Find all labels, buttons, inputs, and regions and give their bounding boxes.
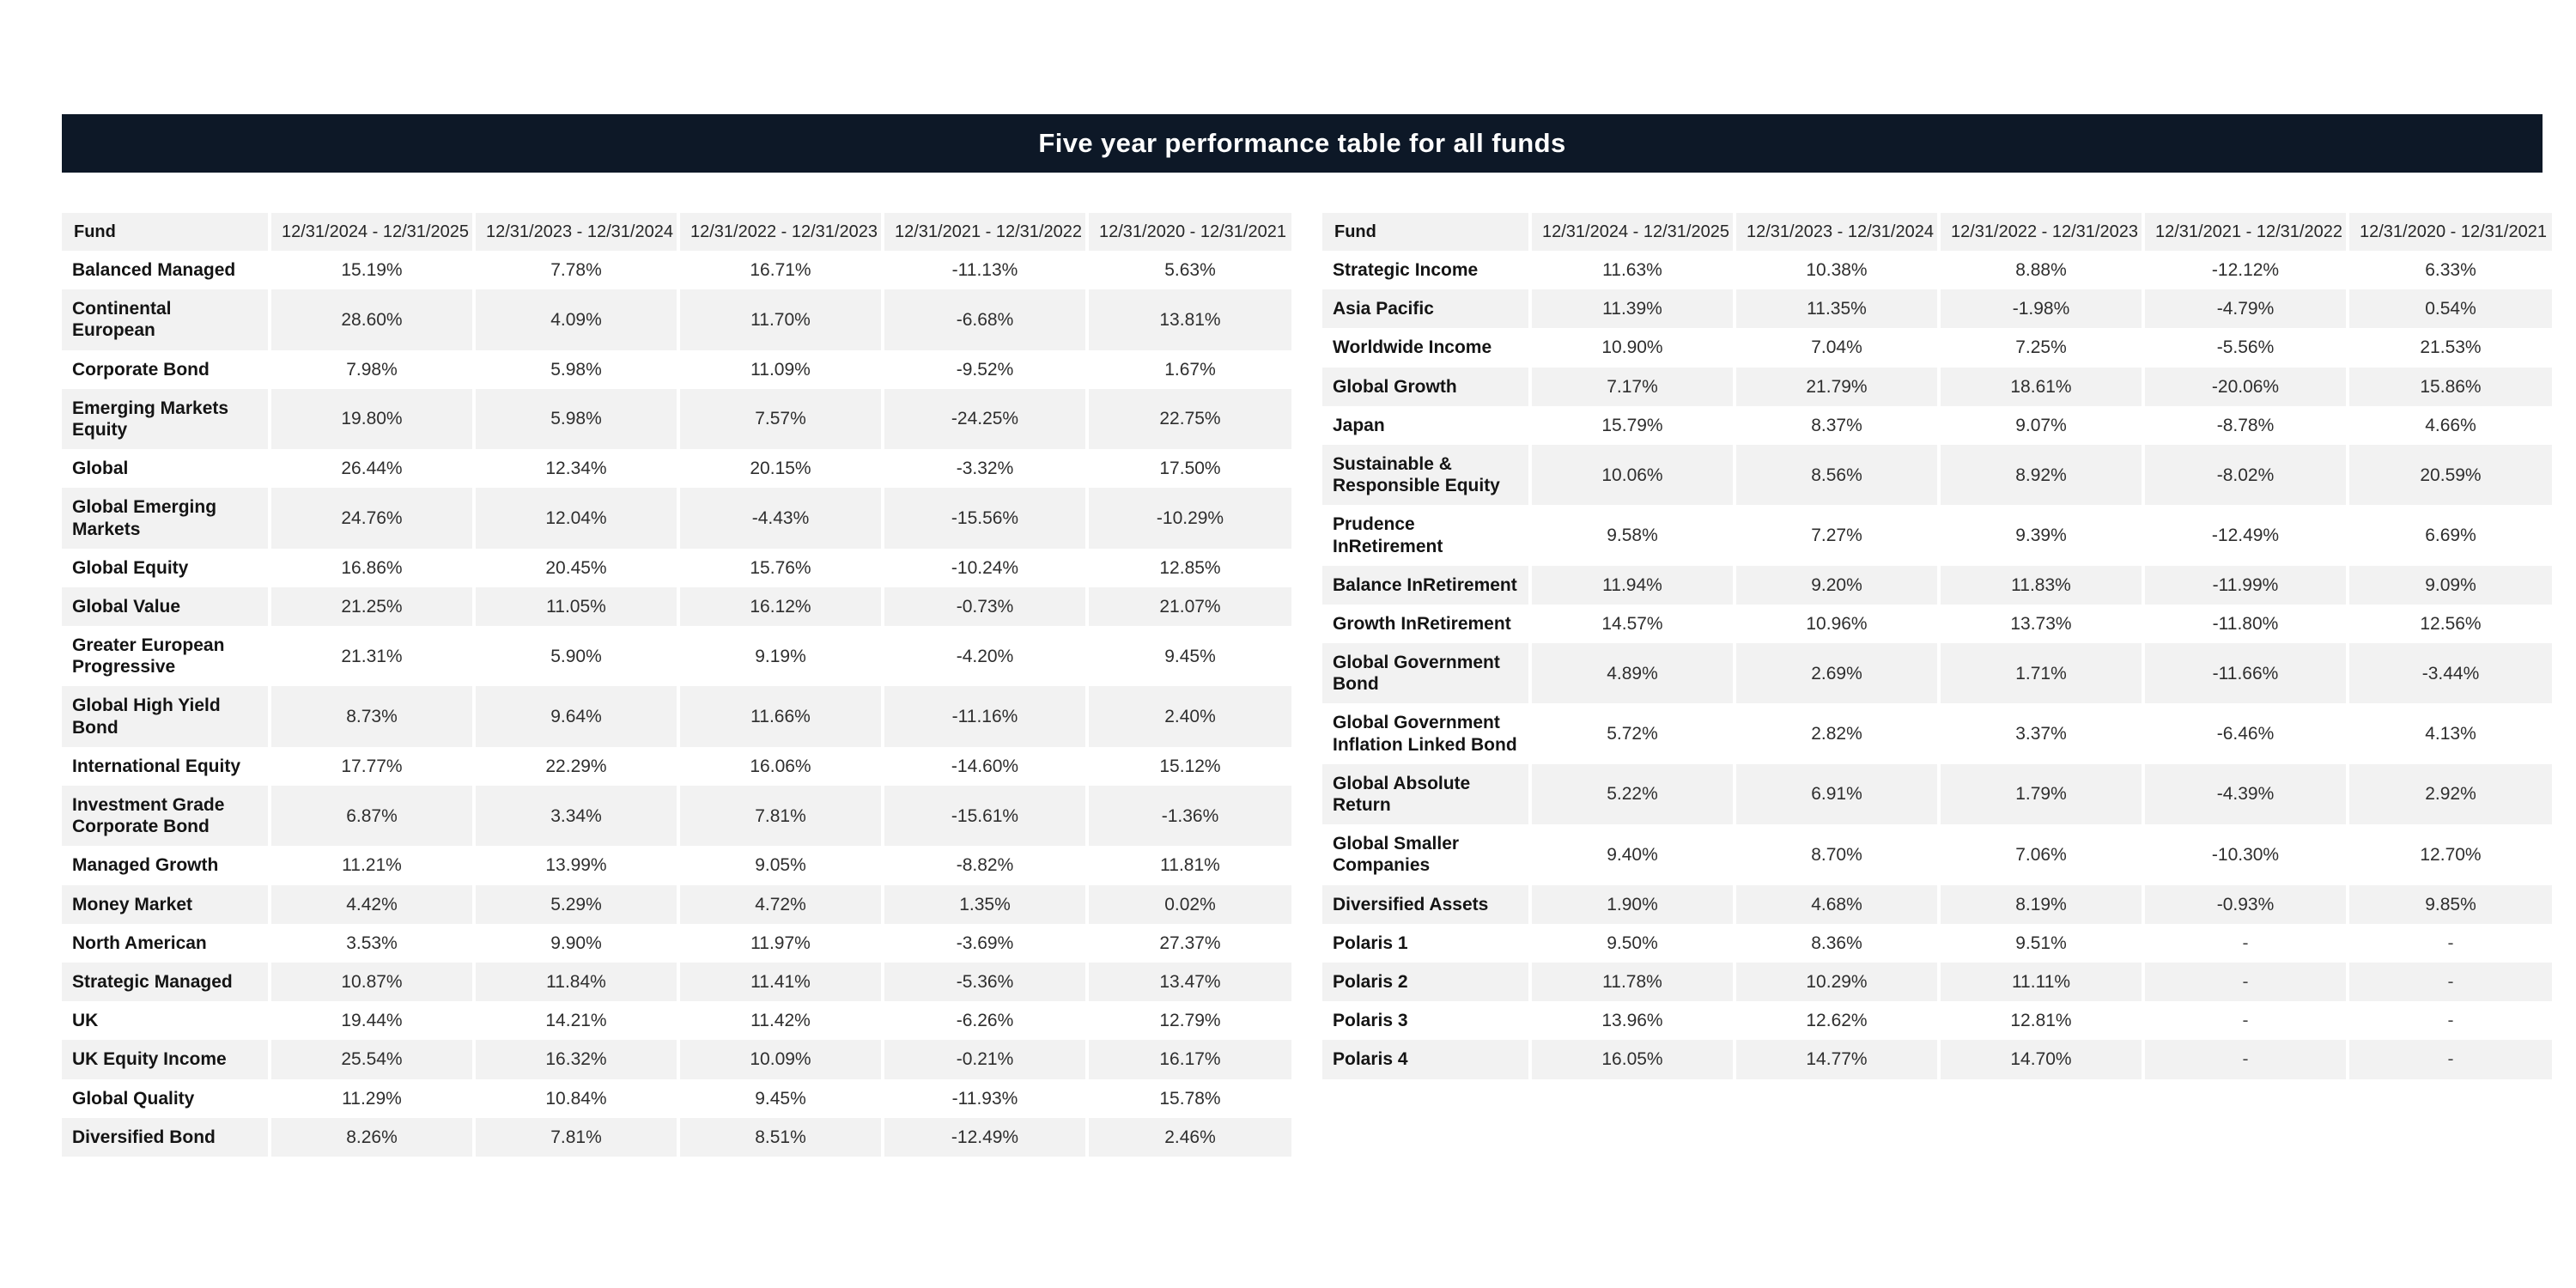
value-cell: 20.59% — [2348, 445, 2552, 505]
table-row — [62, 786, 1291, 846]
value-cell: 7.06% — [1939, 824, 2143, 884]
value-cell: 11.83% — [1939, 566, 2143, 605]
value-cell: 14.21% — [474, 1001, 678, 1040]
value-cell: 9.39% — [1939, 505, 2143, 565]
value-cell: -11.99% — [2143, 566, 2348, 605]
fund-name-cell: Global High Yield Bond — [62, 686, 270, 746]
fund-name-cell: Global Equity — [62, 549, 270, 587]
fund-name-cell: UK — [62, 1001, 270, 1040]
fund-name-cell: Polaris 2 — [1322, 963, 1530, 1001]
value-cell: 9.50% — [1530, 924, 1735, 963]
value-cell: -5.36% — [883, 963, 1087, 1001]
value-cell: 9.40% — [1530, 824, 1735, 884]
value-cell: 5.29% — [474, 885, 678, 924]
value-cell: 1.35% — [883, 885, 1087, 924]
period-column-header: 12/31/2022 - 12/31/2023 — [678, 213, 883, 251]
period-column-header: 12/31/2021 - 12/31/2022 — [2143, 213, 2348, 251]
value-cell: 26.44% — [270, 449, 474, 488]
value-cell: -4.43% — [678, 488, 883, 548]
fund-name-cell: Growth InRetirement — [1322, 605, 1530, 643]
value-cell: 5.98% — [474, 350, 678, 389]
fund-name-cell: Global Emerging Markets — [62, 488, 270, 548]
value-cell: 12.04% — [474, 488, 678, 548]
value-cell: 0.02% — [1087, 885, 1291, 924]
value-cell: 5.90% — [474, 626, 678, 686]
value-cell: 16.32% — [474, 1040, 678, 1078]
value-cell: 12.70% — [2348, 824, 2552, 884]
value-cell: -8.82% — [883, 846, 1087, 884]
value-cell: 3.53% — [270, 924, 474, 963]
value-cell-empty: - — [2348, 1040, 2552, 1078]
value-cell: 16.71% — [678, 251, 883, 289]
value-cell: 9.19% — [678, 626, 883, 686]
value-cell: -12.12% — [2143, 251, 2348, 289]
value-cell: 28.60% — [270, 289, 474, 349]
value-cell: 13.73% — [1939, 605, 2143, 643]
fund-name-cell: Emerging Markets Equity — [62, 389, 270, 449]
value-cell: -15.61% — [883, 786, 1087, 846]
value-cell: 6.91% — [1735, 764, 1939, 824]
table-row — [62, 549, 1291, 587]
value-cell: 24.76% — [270, 488, 474, 548]
value-cell: 16.12% — [678, 587, 883, 626]
value-cell: 11.81% — [1087, 846, 1291, 884]
value-cell: -20.06% — [2143, 368, 2348, 406]
value-cell: 8.26% — [270, 1118, 474, 1157]
period-column-header: 12/31/2020 - 12/31/2021 — [2348, 213, 2552, 251]
value-cell: 18.61% — [1939, 368, 2143, 406]
fund-name-cell: Global — [62, 449, 270, 488]
value-cell: 10.29% — [1735, 963, 1939, 1001]
value-cell: 22.29% — [474, 747, 678, 786]
value-cell: 5.98% — [474, 389, 678, 449]
value-cell: 10.84% — [474, 1079, 678, 1118]
table-row — [62, 626, 1291, 686]
value-cell: -5.56% — [2143, 328, 2348, 367]
table-row — [62, 686, 1291, 746]
value-cell: 13.99% — [474, 846, 678, 884]
value-cell: -10.29% — [1087, 488, 1291, 548]
value-cell: 2.82% — [1735, 703, 1939, 763]
value-cell: 11.35% — [1735, 289, 1939, 328]
value-cell: 11.70% — [678, 289, 883, 349]
value-cell: -4.79% — [2143, 289, 2348, 328]
fund-name-cell: North American — [62, 924, 270, 963]
table-row — [62, 1118, 1291, 1157]
value-cell: 15.79% — [1530, 406, 1735, 445]
value-cell: 9.85% — [2348, 885, 2552, 924]
value-cell: 7.81% — [474, 1118, 678, 1157]
value-cell: -4.20% — [883, 626, 1087, 686]
table-row — [62, 389, 1291, 449]
value-cell: 13.81% — [1087, 289, 1291, 349]
value-cell: 25.54% — [270, 1040, 474, 1078]
fund-performance-table-right — [1322, 213, 2552, 1079]
value-cell: 21.79% — [1735, 368, 1939, 406]
fund-column-header: Fund — [1322, 213, 1530, 251]
value-cell: 16.06% — [678, 747, 883, 786]
table-row — [62, 1079, 1291, 1118]
value-cell: 8.70% — [1735, 824, 1939, 884]
value-cell: 13.96% — [1530, 1001, 1735, 1040]
fund-name-cell: Strategic Income — [1322, 251, 1530, 289]
fund-name-cell: Continental European — [62, 289, 270, 349]
value-cell: 5.22% — [1530, 764, 1735, 824]
table-row — [1322, 1040, 2552, 1078]
value-cell: 9.58% — [1530, 505, 1735, 565]
period-column-header: 12/31/2024 - 12/31/2025 — [1530, 213, 1735, 251]
value-cell: 14.57% — [1530, 605, 1735, 643]
value-cell: 9.20% — [1735, 566, 1939, 605]
value-cell: 4.09% — [474, 289, 678, 349]
tables-container — [62, 213, 2552, 1157]
table-row — [1322, 885, 2552, 924]
value-cell: -3.44% — [2348, 643, 2552, 703]
value-cell: 2.92% — [2348, 764, 2552, 824]
table-row — [62, 846, 1291, 884]
value-cell: 9.05% — [678, 846, 883, 884]
value-cell: 15.78% — [1087, 1079, 1291, 1118]
value-cell: 16.17% — [1087, 1040, 1291, 1078]
value-cell-empty: - — [2348, 1001, 2552, 1040]
value-cell: 3.34% — [474, 786, 678, 846]
value-cell: 0.54% — [2348, 289, 2552, 328]
value-cell: 21.53% — [2348, 328, 2552, 367]
table-row — [1322, 445, 2552, 505]
value-cell: 13.47% — [1087, 963, 1291, 1001]
value-cell-empty: - — [2348, 963, 2552, 1001]
value-cell: 2.40% — [1087, 686, 1291, 746]
value-cell: 8.36% — [1735, 924, 1939, 963]
value-cell: 11.97% — [678, 924, 883, 963]
value-cell: -15.56% — [883, 488, 1087, 548]
value-cell: 21.07% — [1087, 587, 1291, 626]
fund-name-cell: Diversified Bond — [62, 1118, 270, 1157]
value-cell: 7.04% — [1735, 328, 1939, 367]
value-cell: 5.63% — [1087, 251, 1291, 289]
fund-name-cell: Japan — [1322, 406, 1530, 445]
period-column-header: 12/31/2022 - 12/31/2023 — [1939, 213, 2143, 251]
value-cell: 4.66% — [2348, 406, 2552, 445]
page-title: Five year performance table for all funds — [1038, 128, 1566, 158]
value-cell: 11.94% — [1530, 566, 1735, 605]
value-cell: 7.17% — [1530, 368, 1735, 406]
value-cell: -11.80% — [2143, 605, 2348, 643]
value-cell: -6.68% — [883, 289, 1087, 349]
table-row — [62, 289, 1291, 349]
value-cell: 7.27% — [1735, 505, 1939, 565]
value-cell: 11.63% — [1530, 251, 1735, 289]
fund-name-cell: International Equity — [62, 747, 270, 786]
fund-name-cell: Global Value — [62, 587, 270, 626]
value-cell: -8.78% — [2143, 406, 2348, 445]
value-cell: 15.12% — [1087, 747, 1291, 786]
value-cell: 1.79% — [1939, 764, 2143, 824]
value-cell: 21.31% — [270, 626, 474, 686]
value-cell: 14.70% — [1939, 1040, 2143, 1078]
value-cell: 3.37% — [1939, 703, 2143, 763]
value-cell: 7.98% — [270, 350, 474, 389]
value-cell: 11.29% — [270, 1079, 474, 1118]
table-row — [62, 1040, 1291, 1078]
value-cell: 11.09% — [678, 350, 883, 389]
value-cell: 10.09% — [678, 1040, 883, 1078]
value-cell: -1.36% — [1087, 786, 1291, 846]
table-row — [1322, 924, 2552, 963]
value-cell: 19.44% — [270, 1001, 474, 1040]
fund-name-cell: Sustainable & Responsible Equity — [1322, 445, 1530, 505]
value-cell: 20.15% — [678, 449, 883, 488]
value-cell: -10.30% — [2143, 824, 2348, 884]
value-cell: -14.60% — [883, 747, 1087, 786]
table-row — [1322, 703, 2552, 763]
value-cell: 11.84% — [474, 963, 678, 1001]
value-cell: 16.05% — [1530, 1040, 1735, 1078]
value-cell: 7.81% — [678, 786, 883, 846]
table-row — [1322, 368, 2552, 406]
fund-name-cell: Global Growth — [1322, 368, 1530, 406]
value-cell: 27.37% — [1087, 924, 1291, 963]
value-cell: 19.80% — [270, 389, 474, 449]
fund-name-cell: Corporate Bond — [62, 350, 270, 389]
fund-name-cell: Global Quality — [62, 1079, 270, 1118]
value-cell: 4.72% — [678, 885, 883, 924]
value-cell: -11.93% — [883, 1079, 1087, 1118]
table-row — [1322, 505, 2552, 565]
value-cell: 12.56% — [2348, 605, 2552, 643]
value-cell: 8.73% — [270, 686, 474, 746]
value-cell: 14.77% — [1735, 1040, 1939, 1078]
fund-name-cell: Asia Pacific — [1322, 289, 1530, 328]
value-cell: 12.79% — [1087, 1001, 1291, 1040]
value-cell-empty: - — [2143, 963, 2348, 1001]
value-cell: 4.13% — [2348, 703, 2552, 763]
value-cell: 7.25% — [1939, 328, 2143, 367]
value-cell: 6.69% — [2348, 505, 2552, 565]
value-cell: -12.49% — [883, 1118, 1087, 1157]
table-row — [1322, 605, 2552, 643]
table-row — [1322, 764, 2552, 824]
period-column-header: 12/31/2023 - 12/31/2024 — [474, 213, 678, 251]
header-row — [62, 213, 1291, 251]
table-row — [62, 449, 1291, 488]
title-banner — [62, 114, 2543, 173]
value-cell: 9.90% — [474, 924, 678, 963]
table-row — [1322, 1001, 2552, 1040]
table-row — [62, 587, 1291, 626]
value-cell: 11.66% — [678, 686, 883, 746]
fund-name-cell: Polaris 4 — [1322, 1040, 1530, 1078]
value-cell: 12.62% — [1735, 1001, 1939, 1040]
value-cell: 11.39% — [1530, 289, 1735, 328]
value-cell: 17.50% — [1087, 449, 1291, 488]
fund-name-cell: Greater European Progressive — [62, 626, 270, 686]
value-cell: 9.09% — [2348, 566, 2552, 605]
value-cell: 7.78% — [474, 251, 678, 289]
value-cell: 15.86% — [2348, 368, 2552, 406]
value-cell: 10.87% — [270, 963, 474, 1001]
table-row — [62, 350, 1291, 389]
fund-name-cell: Global Government Bond — [1322, 643, 1530, 703]
value-cell: 1.71% — [1939, 643, 2143, 703]
value-cell-empty: - — [2143, 924, 2348, 963]
value-cell: -9.52% — [883, 350, 1087, 389]
value-cell: -4.39% — [2143, 764, 2348, 824]
fund-name-cell: Prudence InRetirement — [1322, 505, 1530, 565]
fund-name-cell: Balance InRetirement — [1322, 566, 1530, 605]
value-cell: 11.41% — [678, 963, 883, 1001]
value-cell: 8.51% — [678, 1118, 883, 1157]
value-cell: 11.05% — [474, 587, 678, 626]
value-cell: -0.93% — [2143, 885, 2348, 924]
value-cell: 5.72% — [1530, 703, 1735, 763]
fund-performance-table-left — [62, 213, 1291, 1157]
value-cell: 17.77% — [270, 747, 474, 786]
value-cell: 8.88% — [1939, 251, 2143, 289]
table-row — [1322, 566, 2552, 605]
value-cell-empty: - — [2348, 924, 2552, 963]
table-row — [62, 747, 1291, 786]
value-cell: 10.96% — [1735, 605, 1939, 643]
table-row — [1322, 251, 2552, 289]
fund-name-cell: Strategic Managed — [62, 963, 270, 1001]
table-row — [62, 963, 1291, 1001]
fund-name-cell: Global Absolute Return — [1322, 764, 1530, 824]
value-cell: 9.45% — [678, 1079, 883, 1118]
fund-name-cell: Global Smaller Companies — [1322, 824, 1530, 884]
value-cell: -0.21% — [883, 1040, 1087, 1078]
value-cell: 8.37% — [1735, 406, 1939, 445]
table-row — [1322, 406, 2552, 445]
value-cell: 11.42% — [678, 1001, 883, 1040]
value-cell: 4.68% — [1735, 885, 1939, 924]
value-cell: 12.81% — [1939, 1001, 2143, 1040]
value-cell: 4.42% — [270, 885, 474, 924]
fund-name-cell: Investment Grade Corporate Bond — [62, 786, 270, 846]
value-cell: 6.33% — [2348, 251, 2552, 289]
fund-name-cell: Diversified Assets — [1322, 885, 1530, 924]
value-cell: 6.87% — [270, 786, 474, 846]
fund-column-header: Fund — [62, 213, 270, 251]
table-row — [62, 1001, 1291, 1040]
value-cell: 11.11% — [1939, 963, 2143, 1001]
table-row — [62, 251, 1291, 289]
value-cell: 12.85% — [1087, 549, 1291, 587]
fund-name-cell: Balanced Managed — [62, 251, 270, 289]
fund-name-cell: Managed Growth — [62, 846, 270, 884]
table-row — [62, 488, 1291, 548]
value-cell: 8.19% — [1939, 885, 2143, 924]
table-row — [62, 885, 1291, 924]
value-cell: 22.75% — [1087, 389, 1291, 449]
value-cell: 16.86% — [270, 549, 474, 587]
value-cell: -1.98% — [1939, 289, 2143, 328]
value-cell: -6.26% — [883, 1001, 1087, 1040]
fund-name-cell: Global Government Inflation Linked Bond — [1322, 703, 1530, 763]
value-cell: -24.25% — [883, 389, 1087, 449]
period-column-header: 12/31/2021 - 12/31/2022 — [883, 213, 1087, 251]
value-cell-empty: - — [2143, 1040, 2348, 1078]
value-cell: 10.38% — [1735, 251, 1939, 289]
period-column-header: 12/31/2023 - 12/31/2024 — [1735, 213, 1939, 251]
value-cell: 9.51% — [1939, 924, 2143, 963]
value-cell: -8.02% — [2143, 445, 2348, 505]
value-cell: 15.76% — [678, 549, 883, 587]
fund-name-cell: UK Equity Income — [62, 1040, 270, 1078]
table-row — [1322, 824, 2552, 884]
value-cell: 21.25% — [270, 587, 474, 626]
fund-name-cell: Money Market — [62, 885, 270, 924]
value-cell: -10.24% — [883, 549, 1087, 587]
value-cell: -0.73% — [883, 587, 1087, 626]
value-cell: -11.13% — [883, 251, 1087, 289]
table-row — [1322, 328, 2552, 367]
value-cell: 2.69% — [1735, 643, 1939, 703]
fund-name-cell: Polaris 3 — [1322, 1001, 1530, 1040]
fund-name-cell: Polaris 1 — [1322, 924, 1530, 963]
value-cell: 1.90% — [1530, 885, 1735, 924]
value-cell: 15.19% — [270, 251, 474, 289]
value-cell: 9.64% — [474, 686, 678, 746]
table-row — [1322, 289, 2552, 328]
value-cell: 12.34% — [474, 449, 678, 488]
fund-name-cell: Worldwide Income — [1322, 328, 1530, 367]
value-cell: 2.46% — [1087, 1118, 1291, 1157]
value-cell: -11.66% — [2143, 643, 2348, 703]
table-row — [62, 924, 1291, 963]
table-row — [1322, 963, 2552, 1001]
value-cell: 9.45% — [1087, 626, 1291, 686]
value-cell: -6.46% — [2143, 703, 2348, 763]
period-column-header: 12/31/2020 - 12/31/2021 — [1087, 213, 1291, 251]
value-cell: 4.89% — [1530, 643, 1735, 703]
value-cell: 20.45% — [474, 549, 678, 587]
value-cell: 7.57% — [678, 389, 883, 449]
value-cell: 9.07% — [1939, 406, 2143, 445]
value-cell: -3.32% — [883, 449, 1087, 488]
value-cell-empty: - — [2143, 1001, 2348, 1040]
value-cell: 11.21% — [270, 846, 474, 884]
period-column-header: 12/31/2024 - 12/31/2025 — [270, 213, 474, 251]
value-cell: -12.49% — [2143, 505, 2348, 565]
value-cell: 10.90% — [1530, 328, 1735, 367]
value-cell: 11.78% — [1530, 963, 1735, 1001]
value-cell: -11.16% — [883, 686, 1087, 746]
value-cell: -3.69% — [883, 924, 1087, 963]
header-row — [1322, 213, 2552, 251]
value-cell: 10.06% — [1530, 445, 1735, 505]
value-cell: 8.92% — [1939, 445, 2143, 505]
table-row — [1322, 643, 2552, 703]
value-cell: 8.56% — [1735, 445, 1939, 505]
value-cell: 1.67% — [1087, 350, 1291, 389]
